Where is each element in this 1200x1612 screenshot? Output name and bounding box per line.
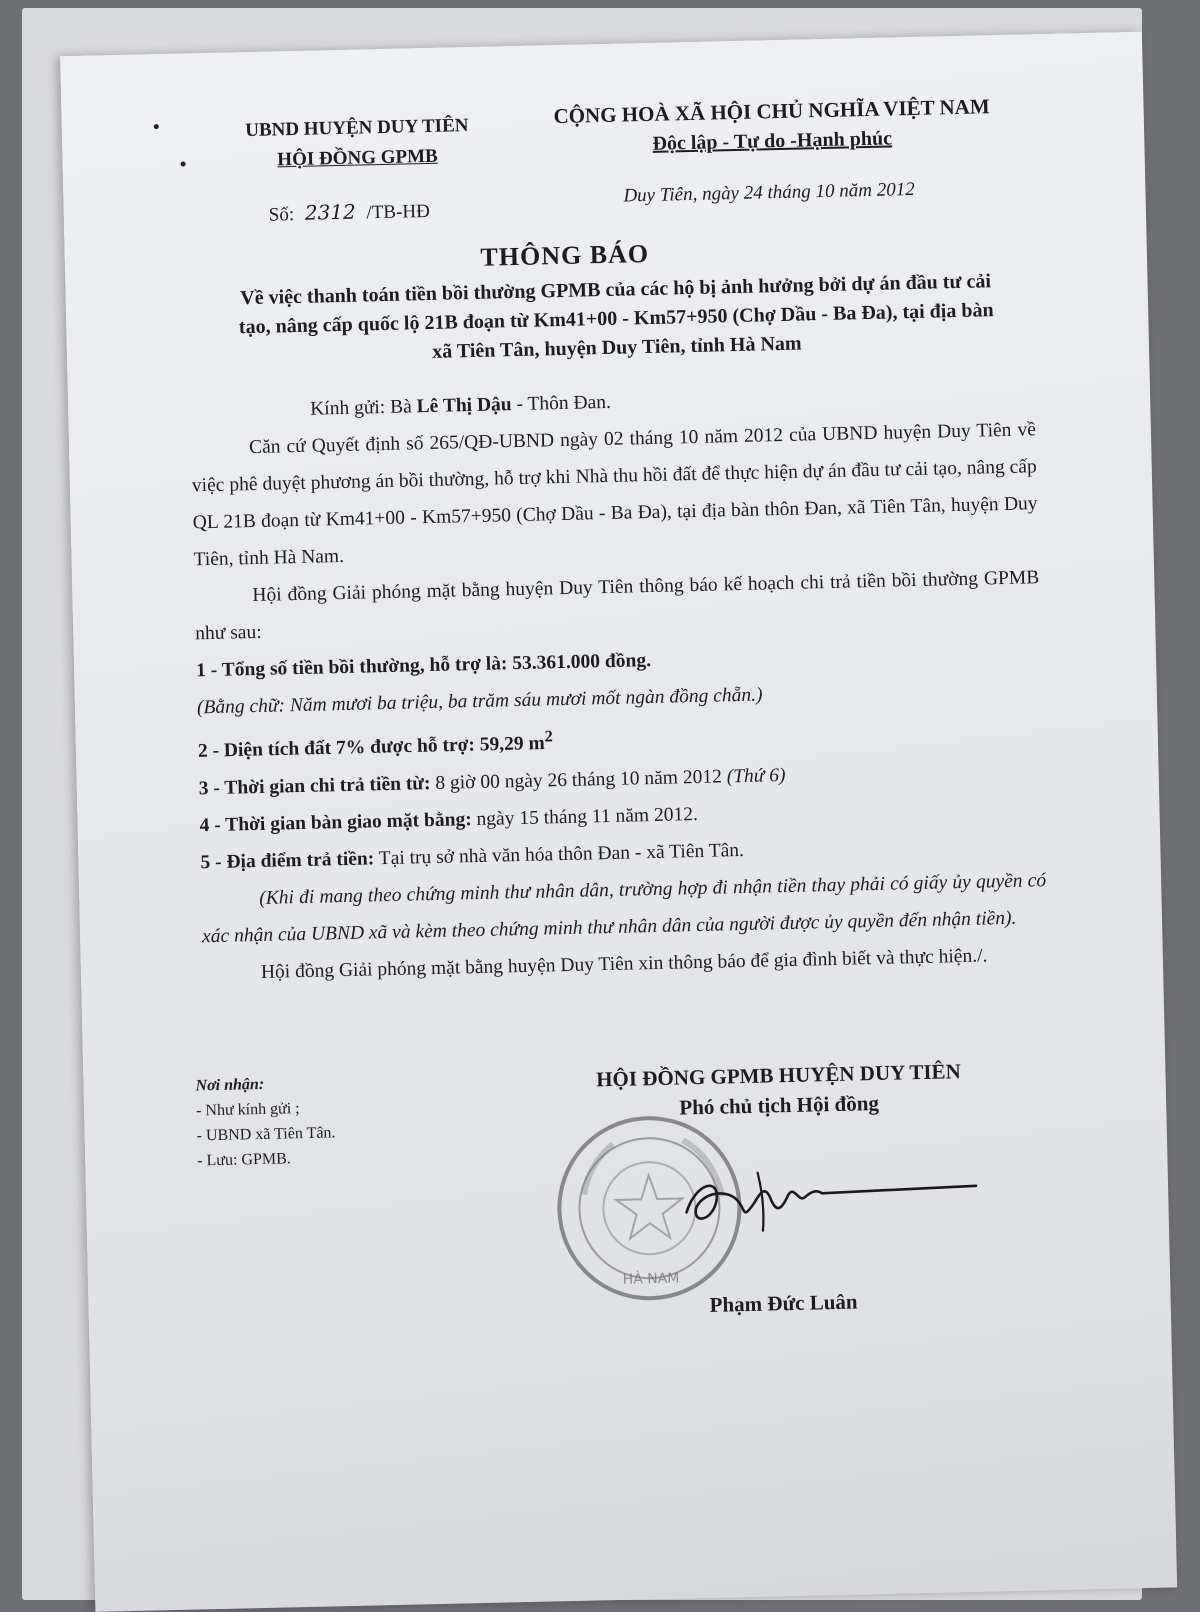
handover-value: ngày 15 tháng 11 năm 2012. [471, 803, 699, 830]
intro-paragraph: Hội đồng Giải phóng mặt bằng huyện Duy Tiên thông báo kế hoạch chi trả tiền bồi thường GPMB như sau: [195, 567, 1040, 645]
document-number [268, 198, 430, 227]
greeting-suffix: - Thôn Đan. [511, 391, 612, 416]
greeting-prefix: Kính gửi: Bà [309, 396, 417, 420]
signer-organization: HỘI ĐỒNG GPMB HUYỆN DUY TIÊN [595, 1059, 961, 1092]
issuing-organization [232, 111, 483, 177]
payment-place-label: 5 - Địa điểm trả tiền: [200, 847, 375, 873]
handover-label: 4 - Thời gian bàn giao mặt bằng: [199, 808, 472, 836]
nation-line-2: Độc lập - Tự do -Hạnh phúc [652, 127, 893, 155]
document-subtitle: Về việc thanh toán tiền bồi thường GPMB của các hộ bị ảnh hưởng bởi dự án đầu tư cải tạo, nâng cấp quốc lộ 21B đoạn từ Km41+00 - Km57+950 (Chợ Dầu - Ba Đa), tại địa bàn xã Tiên Tân, huyện Duy Tiên, tỉnh Hà Nam [238, 270, 994, 363]
recipient-item: - UBND xã Tiên Tân. [196, 1124, 336, 1145]
recipients-block [195, 1070, 336, 1173]
payment-place-value: Tại trụ sở nhà văn hóa thôn Đan - xã Tiên Tân. [374, 839, 745, 869]
speck [181, 161, 186, 166]
nation-line-1: CỘNG HOÀ XÃ HỘI CHỦ NGHĨA VIỆT NAM [553, 94, 990, 129]
land-area-unit-sup: 2 [544, 727, 553, 746]
land-area-text: 2 - Diện tích đất 7% được hỗ trợ: 59,29 m [197, 732, 545, 762]
org-line-1: UBND HUYỆN DUY TIÊN [244, 115, 469, 142]
greeting-name: Lê Thị Dậu [416, 394, 512, 418]
signer-position: Phó chủ tịch Hội đồng [679, 1090, 880, 1120]
document-date: Duy Tiên, ngày 24 tháng 10 năm 2012 [623, 178, 915, 207]
item-amount-in-words: (Bằng chữ: Năm mươi ba triệu, ba trăm sáu mươi mốt ngàn đồng chẵn.) [196, 684, 763, 719]
note-paragraph: (Khi đi mang theo chứng minh thư nhân dân, trường hợp đi nhận tiền thay phải có giấy ủy quyền có xác nhận của UBND xã và kèm theo chứng minh thư nhân dân của người được ủy quyền đến nhận tiền). [201, 869, 1047, 947]
number-label: Số: [268, 204, 295, 226]
recipients-label: Nơi nhận: [195, 1075, 265, 1095]
recipient-item: - Như kính gửi ; [195, 1100, 300, 1120]
speck [154, 124, 159, 129]
recipient-item: - Lưu: GPMB. [197, 1150, 291, 1170]
number-value: 2312 [304, 199, 357, 225]
org-line-2: HỘI ĐỒNG GPMB [277, 145, 438, 171]
payment-time-value: 8 giờ 00 ngày 26 tháng 10 năm 2012 [430, 765, 727, 794]
payment-time-label: 3 - Thời gian chi trả tiền từ: [198, 772, 431, 799]
signer-name: Phạm Đức Luân [709, 1289, 858, 1317]
payment-weekday: (Thứ 6) [726, 764, 786, 787]
handwritten-signature-icon [665, 1156, 987, 1243]
legal-basis: Căn cứ Quyết định số 265/QĐ-UBND ngày 02 tháng 10 năm 2012 của UBND huyện Duy Tiên về việc phê duyệt phương án bồi thường, hỗ trợ khi Nhà thu hồi đất để thực hiện dự án đầu tư cải tạo, nâng cấp QL 21B đoạn từ Km41+00 - Km57+950 (Chợ Dầu - Ba Đa), tại địa bàn thôn Đan, xã Tiên Tân, huyện Duy Tiên, tỉnh Hà Nam. [191, 419, 1038, 571]
document-page [60, 32, 1177, 1612]
number-suffix: /TB-HĐ [366, 200, 431, 224]
document-title: THÔNG BÁO [480, 238, 650, 272]
closing-paragraph: Hội đồng Giải phóng mặt bằng huyện Duy Tiên xin thông báo để gia đình biết và thực hiện./. [260, 944, 988, 983]
seal-text: HÀ NAM [622, 1270, 680, 1288]
item-total-amount: 1 - Tổng số tiền bồi thường, hỗ trợ là: 53.361.000 đồng. [195, 650, 652, 682]
national-motto [501, 90, 1042, 162]
document-body [190, 374, 1048, 992]
